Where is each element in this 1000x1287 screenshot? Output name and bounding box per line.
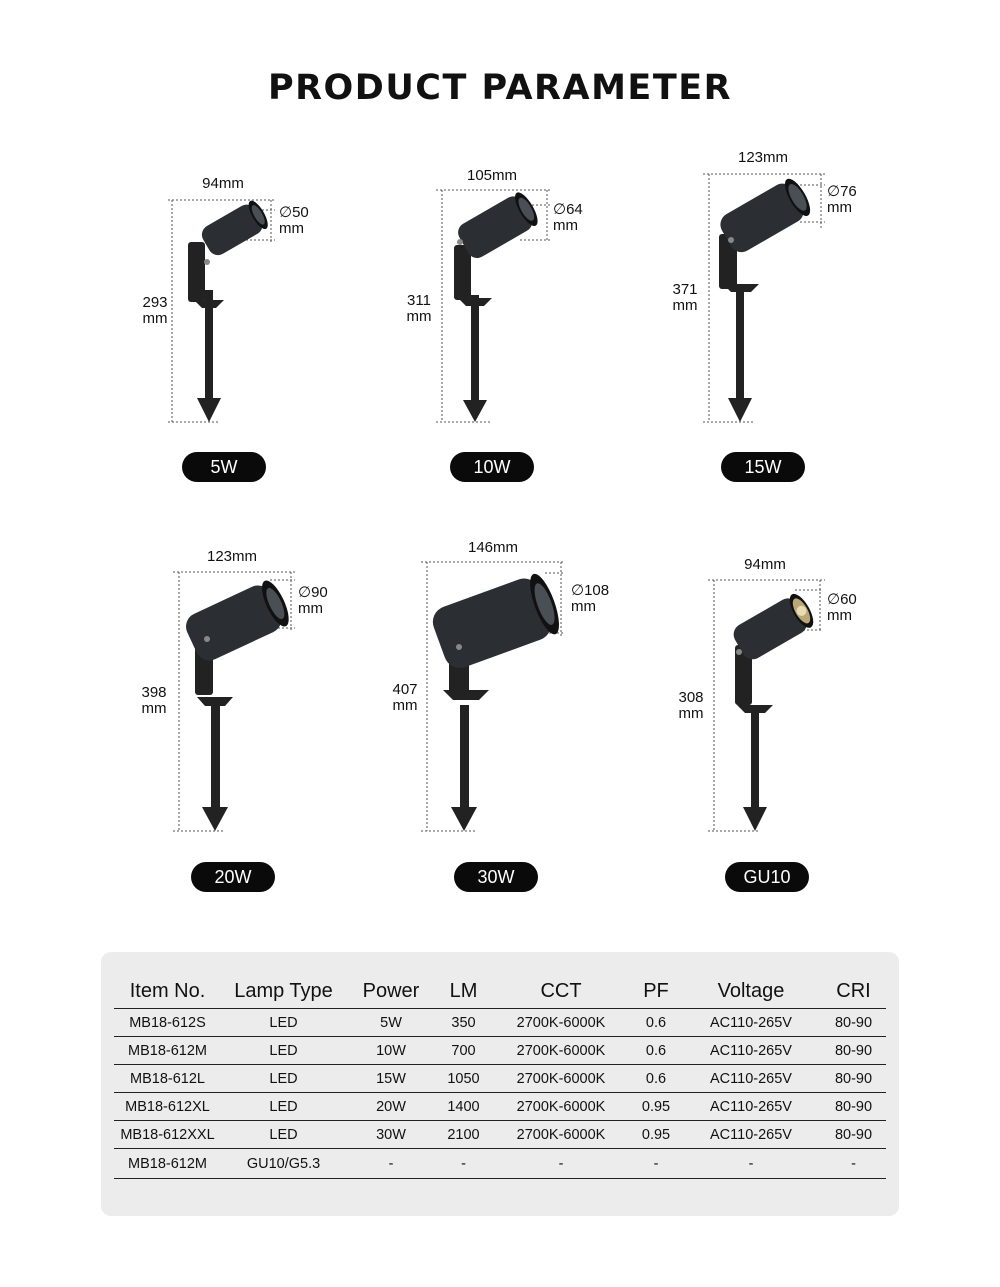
width-dimension: 105mm: [466, 167, 518, 184]
spike-light-drawing: [385, 535, 685, 845]
product-card: [130, 170, 430, 550]
width-dimension: 123mm: [737, 149, 789, 166]
height-dimension: 371 mm: [672, 281, 698, 314]
table-cell: 0.6: [631, 1037, 681, 1065]
wattage-badge: GU10: [725, 862, 809, 892]
spike-light-drawing: [665, 150, 965, 440]
col-header: Item No.: [114, 980, 221, 1009]
wattage-badge: 20W: [191, 862, 275, 892]
table-cell: 0.6: [631, 1065, 681, 1093]
table-cell: 0.95: [631, 1121, 681, 1149]
table-cell: 10W: [346, 1037, 436, 1065]
col-header: Lamp Type: [221, 980, 346, 1009]
table-cell: 80-90: [821, 1093, 886, 1121]
table-cell: 80-90: [821, 1037, 886, 1065]
table-cell: AC110-265V: [681, 1093, 821, 1121]
table-cell: 30W: [346, 1121, 436, 1149]
width-dimension: 94mm: [202, 175, 244, 192]
table-cell: -: [681, 1149, 821, 1179]
table-cell: 0.95: [631, 1093, 681, 1121]
diameter-dimension: ∅60 mm: [827, 591, 857, 624]
table-cell: -: [631, 1149, 681, 1179]
col-header: Power: [346, 980, 436, 1009]
table-cell: GU10/G5.3: [221, 1149, 346, 1179]
wattage-badge: 15W: [721, 452, 805, 482]
product-card: [665, 150, 965, 530]
col-header: PF: [631, 980, 681, 1009]
table-row: [114, 1009, 886, 1037]
table-cell: 1050: [436, 1065, 491, 1093]
table-cell: 2100: [436, 1121, 491, 1149]
product-card: [400, 167, 700, 550]
height-dimension: 407 mm: [392, 681, 418, 714]
height-dimension: 311 mm: [406, 292, 432, 325]
table-cell: LED: [221, 1037, 346, 1065]
table-row: [114, 1121, 886, 1149]
height-dimension: 398 mm: [141, 684, 167, 717]
wattage-badge: 5W: [182, 452, 266, 482]
table-cell: MB18-612M: [114, 1149, 221, 1179]
spike-light-drawing: [400, 167, 700, 440]
table-cell: 2700K-6000K: [491, 1009, 631, 1037]
diameter-dimension: ∅76 mm: [827, 183, 857, 216]
col-header: CRI: [821, 980, 886, 1009]
table-cell: MB18-612XL: [114, 1093, 221, 1121]
table-cell: 2700K-6000K: [491, 1065, 631, 1093]
table-row: [114, 1065, 886, 1093]
width-dimension: 146mm: [467, 539, 519, 556]
diameter-dimension: ∅90 mm: [298, 584, 328, 617]
table-cell: LED: [221, 1093, 346, 1121]
table-cell: 2700K-6000K: [491, 1037, 631, 1065]
height-dimension: 293 mm: [142, 294, 168, 327]
table-cell: MB18-612M: [114, 1037, 221, 1065]
table-cell: MB18-612S: [114, 1009, 221, 1037]
wattage-badge: 10W: [450, 452, 534, 482]
table-cell: 5W: [346, 1009, 436, 1037]
diameter-dimension: ∅108 mm: [571, 582, 610, 615]
table-row: [114, 1149, 886, 1179]
table-row: [114, 1037, 886, 1065]
table-cell: 2700K-6000K: [491, 1093, 631, 1121]
table-cell: -: [346, 1149, 436, 1179]
wattage-badge: 30W: [454, 862, 538, 892]
table-cell: MB18-612XXL: [114, 1121, 221, 1149]
table-cell: 1400: [436, 1093, 491, 1121]
table-cell: AC110-265V: [681, 1009, 821, 1037]
table-cell: 2700K-6000K: [491, 1121, 631, 1149]
col-header: LM: [436, 980, 491, 1009]
table-row: [114, 1093, 886, 1121]
table-cell: -: [491, 1149, 631, 1179]
table-cell: 80-90: [821, 1065, 886, 1093]
parameter-table: [114, 980, 886, 1179]
diameter-dimension: ∅50 mm: [279, 204, 309, 237]
table-cell: LED: [221, 1121, 346, 1149]
table-cell: LED: [221, 1065, 346, 1093]
product-card: [385, 535, 685, 915]
width-dimension: 123mm: [206, 548, 258, 565]
table-cell: 20W: [346, 1093, 436, 1121]
table-cell: 80-90: [821, 1009, 886, 1037]
table-cell: 350: [436, 1009, 491, 1037]
table-cell: 15W: [346, 1065, 436, 1093]
table-cell: MB18-612L: [114, 1065, 221, 1093]
product-card: [665, 555, 965, 935]
col-header: Voltage: [681, 980, 821, 1009]
table-cell: 0.6: [631, 1009, 681, 1037]
table-cell: -: [436, 1149, 491, 1179]
parameter-table-card: [101, 952, 899, 1216]
col-header: CCT: [491, 980, 631, 1009]
table-cell: AC110-265V: [681, 1065, 821, 1093]
height-dimension: 308 mm: [678, 689, 704, 722]
page-title: PRODUCT PARAMETER: [267, 68, 733, 108]
diameter-dimension: ∅64 mm: [553, 201, 583, 234]
table-cell: AC110-265V: [681, 1037, 821, 1065]
table-cell: -: [821, 1149, 886, 1179]
table-cell: LED: [221, 1009, 346, 1037]
width-dimension: 94mm: [744, 556, 786, 573]
table-cell: 700: [436, 1037, 491, 1065]
table-cell: 80-90: [821, 1121, 886, 1149]
table-cell: AC110-265V: [681, 1121, 821, 1149]
table-header-row: [114, 980, 886, 1009]
